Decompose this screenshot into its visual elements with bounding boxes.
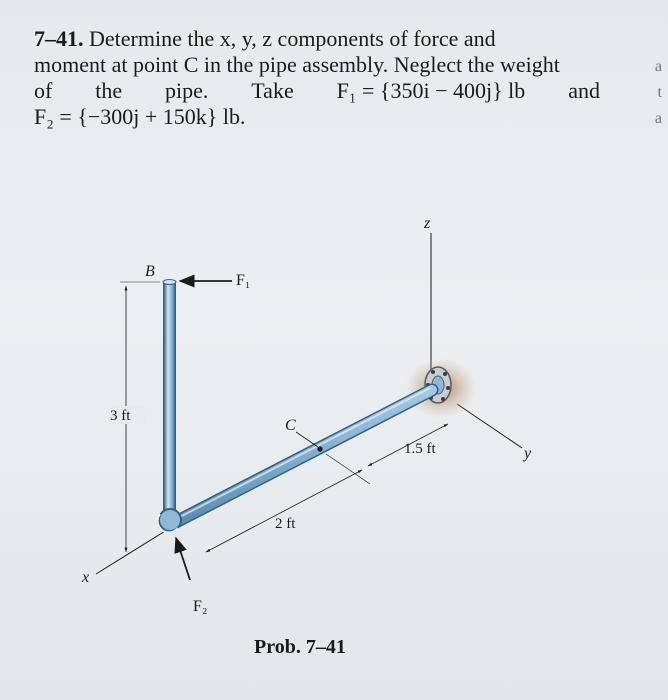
flange-bolt — [443, 372, 447, 376]
dimension-2ft-extension — [326, 454, 370, 484]
diagonal-pipe — [172, 390, 432, 524]
flange-bolt — [446, 386, 450, 390]
dimension-2ft-line — [206, 470, 362, 552]
dimension-3ft-label: 3 ft — [110, 408, 131, 424]
point-b-label: B — [145, 263, 155, 280]
force-1-label: F₁ — [236, 272, 251, 289]
margin-glyph-2: t — [657, 84, 662, 101]
flange-bolt — [431, 370, 435, 374]
y-axis-label: y — [524, 445, 532, 462]
word-of: of — [34, 78, 53, 103]
dimension-1-5ft-label: 1.5 ft — [404, 441, 436, 457]
y-axis-line — [457, 404, 522, 448]
point-c-leader — [296, 432, 318, 447]
word-take: Take — [251, 78, 294, 103]
pipe-elbow — [159, 509, 181, 531]
word-pipe: pipe. — [165, 78, 209, 103]
force-2-value: F₂ = {−300j + 150k} lb. — [34, 104, 246, 129]
x-axis-label: x — [82, 569, 90, 586]
word-and: and — [568, 78, 600, 103]
problem-line-2-text: moment at point C in the pipe assembly. Neglect the weight — [34, 52, 560, 77]
margin-glyph-1: a — [654, 58, 662, 75]
dimension-2ft-label: 2 ft — [275, 516, 296, 532]
pipe-end-b — [163, 280, 176, 285]
force-2-arrow — [176, 538, 190, 580]
force-1-value: F₁ = {350i − 400j} lb — [336, 78, 526, 103]
problem-line-1-text: Determine the x, y, z components of force and — [89, 26, 496, 51]
z-axis-label: z — [424, 215, 431, 232]
point-c-dot — [317, 446, 322, 451]
x-axis-line — [96, 528, 170, 574]
force-2-label: F₂ — [193, 598, 208, 615]
flange-bolt — [441, 397, 445, 401]
word-the: the — [95, 78, 123, 103]
margin-glyph-3: a — [654, 110, 662, 127]
figure-caption: Prob. 7–41 — [254, 636, 346, 658]
point-c-label: C — [285, 417, 296, 434]
vertical-pipe — [165, 282, 175, 516]
problem-number: 7–41. — [34, 26, 84, 51]
